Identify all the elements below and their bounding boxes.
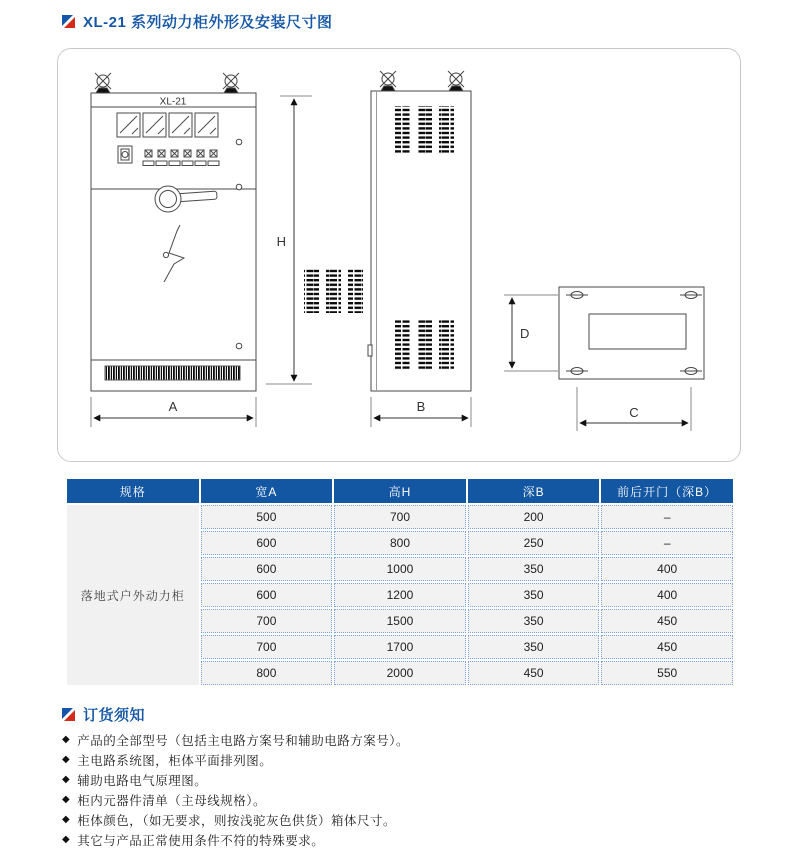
ordering-title: 订货须知 [83, 707, 146, 724]
spec-table [65, 477, 735, 687]
dim-c [577, 387, 691, 431]
cell: 2000 [334, 661, 466, 685]
cell: 600 [201, 557, 333, 581]
cell: 350 [468, 557, 600, 581]
table-header-row [67, 479, 733, 503]
note-text: 产品的全部型号（包括主电路方案号和辅助电路方案号）。 [77, 734, 409, 748]
title-marker-icon [62, 708, 75, 721]
cell: 800 [201, 661, 333, 685]
cabinet-model-label: XL-21 [159, 96, 187, 108]
dim-a [91, 397, 256, 427]
dim-h [266, 96, 312, 384]
dimension-h-label: H [276, 234, 286, 249]
list-item [62, 793, 742, 807]
list-item [62, 733, 742, 747]
cell: 1000 [334, 557, 466, 581]
cell: 1200 [334, 583, 466, 607]
cell: 1700 [334, 635, 466, 659]
cell: 450 [468, 661, 600, 685]
cell: 350 [468, 583, 600, 607]
drawing-panel [57, 48, 741, 462]
cell: – [601, 505, 733, 529]
cell: 350 [468, 609, 600, 633]
note-text: 柜体颜色，（如无要求，则按浅驼灰色供货）箱体尺寸。 [77, 814, 396, 828]
cell: 500 [201, 505, 333, 529]
cell: 700 [334, 505, 466, 529]
section-title-dimensions [62, 11, 333, 32]
bullet-diamond-icon: ◆ [62, 814, 71, 825]
ordering-notes [62, 733, 742, 853]
dim-b [371, 397, 471, 427]
category-cell: 落地式户外动力柜 [67, 505, 199, 685]
cell: 450 [601, 609, 733, 633]
cell: 550 [601, 661, 733, 685]
cell: 800 [334, 531, 466, 555]
cell: 600 [201, 531, 333, 555]
dimension-b-label: B [416, 399, 426, 414]
list-item [62, 813, 742, 827]
note-text: 柜内元器件清单（主母线规格）。 [77, 794, 266, 808]
side-view-drawing [368, 71, 471, 391]
col-header-width: 宽A [201, 479, 333, 503]
louver-detail [304, 269, 363, 313]
note-text: 辅助电路电气原理图。 [77, 774, 208, 788]
col-header-spec: 规格 [67, 479, 199, 503]
bullet-diamond-icon: ◆ [62, 734, 71, 745]
cell: 450 [601, 635, 733, 659]
cell: 600 [201, 583, 333, 607]
dimension-d-label: D [520, 326, 530, 341]
col-header-door: 前后开门（深B） [601, 479, 733, 503]
cell: – [601, 531, 733, 555]
list-item [62, 773, 742, 787]
bullet-diamond-icon: ◆ [62, 834, 71, 845]
cell: 700 [201, 609, 333, 633]
cell: 700 [201, 635, 333, 659]
cell: 200 [468, 505, 600, 529]
front-view-drawing [91, 73, 256, 391]
top-view-drawing [559, 287, 704, 379]
col-header-height: 高H [334, 479, 466, 503]
cell: 350 [468, 635, 600, 659]
dimension-a-label: A [168, 399, 178, 414]
cell: 250 [468, 531, 600, 555]
list-item [62, 833, 742, 847]
cabinet-drawing [58, 49, 742, 461]
cell: 400 [601, 583, 733, 607]
section-title-ordering [62, 704, 145, 725]
page-title: XL-21 系列动力柜外形及安装尺寸图 [83, 14, 333, 31]
bullet-diamond-icon: ◆ [62, 754, 71, 765]
list-item [62, 753, 742, 767]
bullet-diamond-icon: ◆ [62, 774, 71, 785]
bullet-diamond-icon: ◆ [62, 794, 71, 805]
cell: 1500 [334, 609, 466, 633]
note-text: 其它与产品正常使用条件不符的特殊要求。 [77, 834, 325, 848]
dim-d [504, 295, 558, 371]
title-marker-icon [62, 15, 75, 28]
note-text: 主电路系统图，柜体平面排列图。 [77, 754, 273, 768]
dimension-c-label: C [629, 405, 639, 420]
col-header-depth: 深B [468, 479, 600, 503]
table-row [67, 505, 733, 529]
vent-grille [105, 366, 240, 380]
cell: 400 [601, 557, 733, 581]
